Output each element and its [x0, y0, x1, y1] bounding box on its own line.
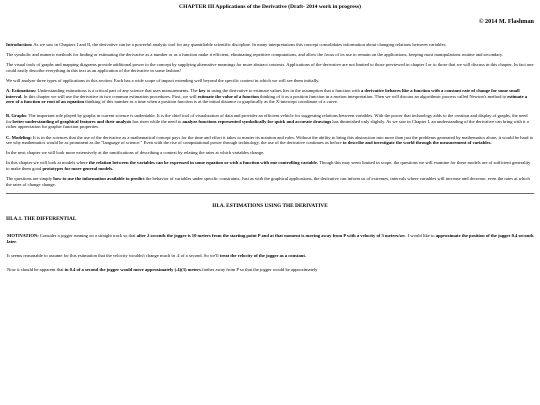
- intro-paragraph: [6, 42, 534, 48]
- questions-bold-1: how to use the information available to predict: [53, 176, 145, 181]
- next-chapter-paragraph: In the next chapter we will look more extensively at the ramifications of describing a context by relating the rates at which variables change.: [6, 150, 265, 156]
- section-divider: [6, 193, 534, 194]
- copyright-notice: © 2014 M. Flashman: [478, 18, 534, 25]
- modeling-paragraph: [6, 135, 534, 146]
- estimations-text-1: Understanding estimations is a critical part of any science that uses measurements. The: [36, 87, 199, 93]
- motivation-text-3: .: [16, 238, 18, 244]
- intro-text: As we saw in Chapters I and II, the derivative can be a powerful analytic tool for any quantifiable scientific discipline. In many interpretations this concept consolidates information about changing relations between variables.: [32, 42, 447, 47]
- now-text-1: Now it should be apparent that: [7, 266, 65, 272]
- reasonable-text-1: It seems reasonable to assume for this estimation that the velocity wouldn't change much in .4 of a second. So we'll: [7, 252, 220, 258]
- modeling-text-1: It is in the sciences that the use of the derivative as a mathematical concept pays for the time and effort it takes to master its notation and rules. Without the ability to bring this abstraction into more than just the problems generated by mathematics alone, it would be hard to see why mathematics would be as prominent as the "language of science." Even with the rise of computational power through technology, the use of the derivative continues as before: [6, 134, 534, 146]
- section-heading: III.A. ESTIMATIONS USING THE DERIVATIVE: [212, 203, 328, 210]
- estimations-paragraph: [6, 88, 534, 105]
- estimations-text-2: in using the derivative to estimate values lies in the assumption that a function with: [205, 87, 361, 93]
- estimations-text-5: thinking of this number as a time when a position function is at the initial distance or graphically as the X-intercept coordinate of a curve.: [84, 99, 338, 105]
- modeling-bold-1: to describe and investigate the world through the measurement of variables.: [342, 140, 492, 146]
- motivation-bold-1: after 2 seconds the jogger is 10 meters from the starting point P and at that moment is moving away from P with a velocity of 3 meters/sec: [136, 233, 406, 239]
- graphs-text-3: has diminished only slightly. As we saw in Chapter I, an understanding of the derivative can bring with it a richer appreciation for graphic function properties.: [6, 118, 529, 130]
- modeling-label: C. Modeling:: [6, 134, 32, 140]
- now-text-2: farther away from P so that the jogger would be approximately: [200, 266, 318, 272]
- models-text-2: Though this may seem limited in scope, the questions we will examine for these models are of sufficient generality to make them good: [6, 160, 531, 171]
- models-paragraph: [6, 160, 534, 171]
- intro-label: Introduction:: [6, 42, 33, 47]
- models-bold-1: the relation between the variables can be expressed in some equation or with a function with one controlling variable.: [88, 160, 319, 166]
- graphs-bold-2: analyze functions represented symbolically for quick and accurate drawings: [182, 118, 332, 124]
- visual-paragraph: The visual tools of graphs and mapping diagrams provide additional power to the concept by supplying alternative meanings for more abstract contexts. Applications of the derivative are not limited to those previewed in chapter I or to those that we will discuss in this chapter. In fact one could easily describe everything in this text as an application of the derivative in some fashion!: [6, 62, 534, 73]
- now-bold-1: in 0.4 of a second the jogger would move approximately (.4)(3) meters: [64, 266, 201, 272]
- graphs-text-2: has risen while the need to: [131, 118, 183, 124]
- subsection-heading: III.A.1. THE DIFFERENTIAL: [6, 216, 77, 223]
- motivation-paragraph: [6, 233, 534, 244]
- models-text-1: In this chapter we will look at models where: [6, 160, 89, 166]
- motivation-text-1: Consider a jogger running on a straight track so that: [38, 233, 137, 239]
- estimations-text-3: In this chapter we will use the derivative in two common estimation procedures. First, we will: [22, 93, 198, 99]
- estimations-bold-4: estimate a zero of a function or root of an equation: [6, 93, 528, 105]
- questions-text-1: The questions are simply: [6, 176, 54, 181]
- graphs-text-1: : The important role played by graphs in current science is undeniable. It is the chief tool of visualization of data and provides an efficient vehicle for suggesting relations between variables. With the power that technology adds to the creation and display of graphs, the need for: [6, 113, 528, 124]
- estimations-text-4: thinking of it as a position function in a motion interpretation. Then we will discuss an algorithmic process called Newton's method to: [258, 93, 508, 99]
- graphs-paragraph: [6, 113, 534, 130]
- graphs-bold-1: better understanding of graphical features and their analysis: [12, 118, 132, 124]
- questions-text-2: the behavior of variables under specific constraints. Just as with the graphical applications, the derivative can inform us of extremes, intervals where variables will increase and decrease, even the rates at which the rates of change change.: [6, 176, 530, 187]
- reasonable-bold-1: treat the velocity of the jogger as a constant.: [219, 252, 306, 258]
- symbolic-paragraph: The symbolic and numeric methods for finding or estimating the derivative as a number or as a function make it efficient, eliminating repetitive computations, and allow the focus of its use to remain on the applications, keeping most manipulations routine and secondary.: [6, 52, 504, 58]
- models-bold-2: prototypes for more general models.: [42, 165, 114, 171]
- motivation-text-2: . I would like to: [405, 233, 436, 239]
- motivation-label: MOTIVATION:: [7, 233, 39, 239]
- questions-paragraph: [6, 176, 534, 187]
- analyze-paragraph: We will analyze three types of applications in this section. Each has a wide scope of impact extending well beyond the specific context in which we will see them initially.: [6, 77, 320, 83]
- estimations-bold-3: estimate the value of a function: [197, 93, 259, 99]
- now-paragraph: [6, 267, 534, 273]
- estimations-bold-1: key: [198, 87, 206, 93]
- motivation-bold-2: approximate the position of the jogger 0.4 seconds later: [7, 233, 534, 244]
- estimations-bold-2: a derivative behaves like a function with a constant rate of change for some small interval.: [6, 87, 520, 99]
- reasonable-paragraph: [6, 253, 534, 259]
- graphs-label: B. Graphs: [6, 113, 27, 119]
- estimations-label: A. Estimations:: [6, 87, 37, 93]
- chapter-title: CHAPTER III Applications of the Derivative (Draft- 2014 work in progress): [179, 4, 361, 10]
